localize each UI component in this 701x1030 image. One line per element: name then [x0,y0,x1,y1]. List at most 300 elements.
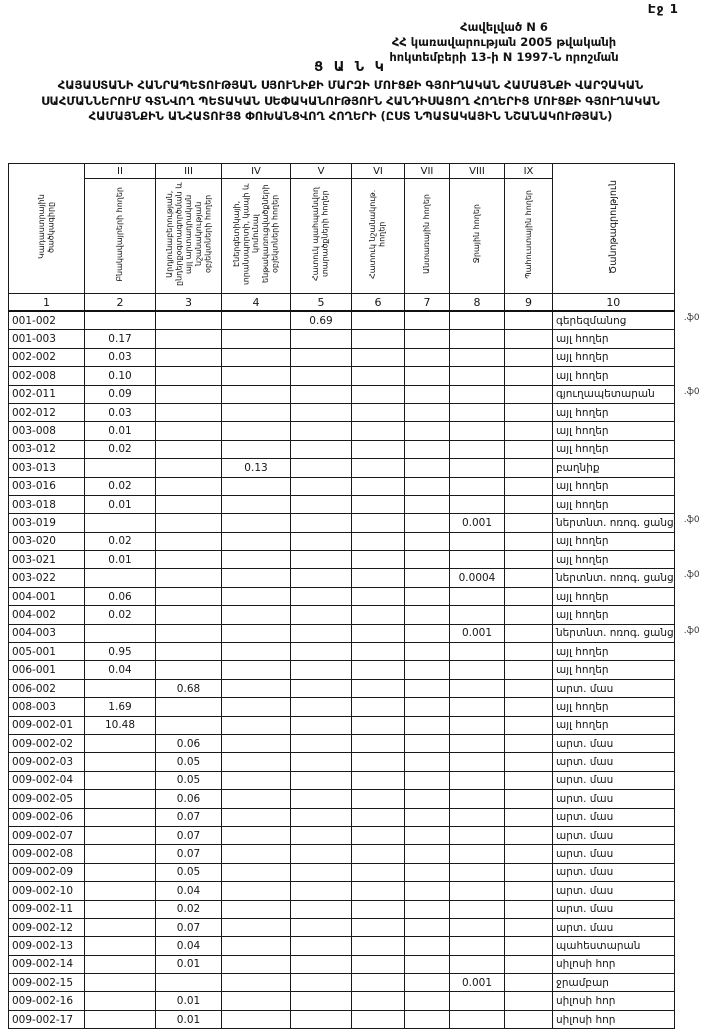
area-value-cell [352,918,405,936]
area-value-cell [352,532,405,550]
area-value-cell [405,771,450,789]
area-value-cell [222,661,291,679]
document-heading: Ց Ա Ն Կ [314,60,387,75]
area-value-cell [85,1010,156,1028]
area-value-cell [222,753,291,771]
area-value-cell [352,882,405,900]
column-number-row [9,294,675,312]
table-row [9,882,675,900]
table-row [9,753,675,771]
roman-numeral-vi: VI [352,164,405,179]
area-value-cell [156,403,222,421]
note-text: արտ. մաս [556,811,614,824]
area-value-cell [352,606,405,624]
area-value-cell [450,716,505,734]
note-text: այլ հողեր [556,406,609,419]
area-value-cell [405,845,450,863]
area-value-cell [85,311,156,330]
table-row [9,367,675,385]
area-value-cell [505,771,553,789]
annex-line-1: Հավելված N 6 [460,20,548,34]
area-value-cell [405,422,450,440]
note-cell [553,661,675,679]
table-row [9,495,675,513]
area-value-cell [352,1010,405,1028]
note-text: այլ հողեր [556,425,609,438]
area-value-cell [291,459,352,477]
note-text: բաղնիք [556,461,600,474]
area-value-cell [156,587,222,605]
area-value-cell [405,514,450,532]
area-value-cell: 0.01 [85,495,156,513]
area-value-cell [450,790,505,808]
margin-annotation: .ֆ0 [683,625,700,636]
note-cell [553,753,675,771]
table-row [9,661,675,679]
area-value-cell [505,348,553,366]
table-row [9,422,675,440]
area-value-cell [450,679,505,697]
area-value-cell [222,1010,291,1028]
area-value-cell [505,587,553,605]
area-value-cell: 0.07 [156,808,222,826]
note-text: այլ հողեր [556,351,609,364]
area-value-cell [222,422,291,440]
land-transfer-table [8,163,700,1029]
area-value-cell [291,900,352,918]
area-value-cell [291,606,352,624]
area-value-cell [156,311,222,330]
area-value-cell [450,403,505,421]
table-row [9,551,675,569]
area-value-cell [505,532,553,550]
area-value-cell: 0.10 [85,367,156,385]
area-value-cell [405,918,450,936]
area-value-cell [222,385,291,403]
area-value-cell [352,348,405,366]
area-value-cell [450,900,505,918]
table-body [9,311,700,1029]
note-text: արտ. մաս [556,682,614,695]
area-value-cell [85,734,156,752]
area-value-cell: 0.03 [85,348,156,366]
cadastral-code-cell: 003-022 [9,569,85,587]
area-value-cell [222,937,291,955]
area-value-cell [405,367,450,385]
area-value-cell [291,403,352,421]
area-value-cell [352,661,405,679]
area-value-cell: 0.02 [85,606,156,624]
area-value-cell [222,863,291,881]
area-value-cell [405,385,450,403]
area-value-cell [156,348,222,366]
note-cell [553,606,675,624]
area-value-cell [352,459,405,477]
area-value-cell [222,551,291,569]
area-value-cell [85,459,156,477]
note-text: ներտնտ. ոռոգ. ցանց [556,572,674,585]
area-value-cell [505,992,553,1010]
note-cell [553,624,700,642]
col-header-industrial-lands: Արդյունաբերության, ընդերքօգտագործման և այլ արտադրական նշանակության օբյեկտների հողեր [156,179,222,294]
area-value-cell: 0.001 [450,514,505,532]
area-value-cell [450,532,505,550]
area-value-cell [505,367,553,385]
area-value-cell: 0.07 [156,826,222,844]
note-cell [553,311,700,330]
cadastral-code-cell: 005-001 [9,643,85,661]
cadastral-code-cell: 004-003 [9,624,85,642]
area-value-cell [505,882,553,900]
note-text: գերեզմանոց [556,314,627,327]
cadastral-code-cell: 003-018 [9,495,85,513]
area-value-cell [505,311,553,330]
area-value-cell [291,845,352,863]
area-value-cell [222,440,291,458]
area-value-cell [85,514,156,532]
area-value-cell [450,753,505,771]
area-value-cell [291,440,352,458]
table-row [9,514,675,532]
area-value-cell [450,734,505,752]
cadastral-code-cell: 009-002-13 [9,937,85,955]
area-value-cell [291,992,352,1010]
area-value-cell [505,937,553,955]
table-row [9,440,675,458]
note-cell [553,1010,675,1028]
note-cell [553,348,675,366]
cadastral-code-cell: 003-016 [9,477,85,495]
table-row [9,403,675,421]
roman-numeral-v: V [291,164,352,179]
area-value-cell [405,440,450,458]
area-value-cell [291,624,352,642]
cadastral-code-cell: 006-001 [9,661,85,679]
area-value-cell [156,459,222,477]
table-row [9,348,675,366]
area-value-cell [405,624,450,642]
table-row [9,974,675,992]
area-value-cell [291,495,352,513]
table-row [9,955,675,973]
area-value-cell [352,955,405,973]
area-value-cell [156,624,222,642]
area-value-cell [156,367,222,385]
area-value-cell [85,992,156,1010]
area-value-cell: 10.48 [85,716,156,734]
annex-line-3: հոկտեմբերի 13-ի N 1997-Ն որոշման [389,49,619,64]
area-value-cell [450,311,505,330]
note-text: արտ. մաս [556,866,614,879]
area-value-cell [450,643,505,661]
column-number: 6 [352,294,405,312]
table-row [9,808,675,826]
area-value-cell [85,900,156,918]
area-value-cell [405,587,450,605]
cadastral-code-cell: 009-002-01 [9,716,85,734]
area-value-cell [156,495,222,513]
area-value-cell [291,532,352,550]
table-row [9,790,675,808]
area-value-cell [505,974,553,992]
area-value-cell [352,422,405,440]
area-value-cell [291,753,352,771]
note-text: արտ. մաս [556,737,614,750]
margin-annotation: .ֆ0 [683,313,700,323]
note-cell [553,826,675,844]
area-value-cell [405,753,450,771]
cadastral-code-cell: 009-002-10 [9,882,85,900]
area-value-cell [505,459,553,477]
area-value-cell [405,863,450,881]
note-text: արտ. մաս [556,848,614,861]
table-row [9,863,675,881]
column-number: 4 [222,294,291,312]
roman-numeral-viii: VIII [450,164,505,179]
cadastral-code-cell: 008-003 [9,698,85,716]
note-cell [553,734,675,752]
area-value-cell [405,348,450,366]
area-value-cell [450,845,505,863]
area-value-cell [505,679,553,697]
note-cell [553,569,700,587]
area-value-cell [405,974,450,992]
note-text: այլ հողեր [556,645,609,658]
area-value-cell [291,477,352,495]
area-value-cell: 0.04 [156,937,222,955]
area-value-cell [222,311,291,330]
area-value-cell [291,514,352,532]
area-value-cell [450,477,505,495]
area-value-cell [291,679,352,697]
area-value-cell: 0.01 [85,551,156,569]
area-value-cell [291,826,352,844]
area-value-cell [405,826,450,844]
table-row [9,845,675,863]
table-row [9,477,675,495]
area-value-cell [505,551,553,569]
column-number: 1 [9,294,85,312]
area-value-cell [505,716,553,734]
column-number: 10 [553,294,675,312]
area-value-cell [291,661,352,679]
cadastral-code-cell: 009-002-17 [9,1010,85,1028]
table-row [9,734,675,752]
area-value-cell [291,771,352,789]
area-value-cell [450,992,505,1010]
cadastral-code-cell: 009-002-15 [9,974,85,992]
cadastral-code-cell: 009-002-05 [9,790,85,808]
area-value-cell [405,643,450,661]
area-value-cell [450,863,505,881]
area-value-cell [352,440,405,458]
note-cell [553,955,675,973]
area-value-cell: 0.01 [156,992,222,1010]
table-row [9,385,675,403]
col-header-cadastral-code-label: Կադաստրային ծածկագիրը [36,194,56,260]
table-row [9,698,675,716]
area-value-cell [222,992,291,1010]
area-value-cell [352,937,405,955]
margin-annotation: .ֆ0 [683,570,700,581]
cadastral-code-cell: 003-019 [9,514,85,532]
area-value-cell [450,771,505,789]
area-value-cell [222,808,291,826]
area-value-cell [450,918,505,936]
area-value-cell [405,661,450,679]
area-value-cell [352,569,405,587]
area-value-cell [405,808,450,826]
area-value-cell [291,955,352,973]
area-value-cell [222,569,291,587]
area-value-cell [505,734,553,752]
area-value-cell [505,826,553,844]
area-value-cell [505,495,553,513]
area-value-cell: 0.05 [156,863,222,881]
area-value-cell [505,661,553,679]
table-row [9,643,675,661]
area-value-cell [85,790,156,808]
area-value-cell [450,459,505,477]
area-value-cell [505,422,553,440]
note-text: այլ հողեր [556,535,609,548]
document-title: ՀԱՅԱՍՏԱՆԻ ՀԱՆՐԱՊԵՏՈՒԹՅԱՆ ՍՅՈՒՆԻՔԻ ՄԱՐԶԻ ՄՈՒՑՔԻ ԳՅՈՒՂԱԿԱՆ ՀԱՄԱՅՆՔԻ ՎԱՐՉԱԿԱՆ ՍԱՀՄԱՆՆԵՐՈՒՄ ԳՏՆՎՈՂ ՊԵՏԱԿԱՆ ՍԵՓԱԿԱՆՈՒԹՅՈՒՆ ՀԱՆԴԻՍԱՑՈՂ ՀՈՂԵՐԻՑ ՄՈՒՑՔԻ ԳՅՈՒՂԱԿԱՆ ՀԱՄԱՅՆՔԻՆ ԱՆՀԱՏՈՒՅՑ ՓՈԽԱՆՑՎՈՂ ՀՈՂԵՐԻ (ԸՍՏ ՆՊԱՏԱԿԱՅԻՆ ՆՇԱՆԱԿՈՒԹՅԱՆ) [41,78,660,124]
roman-numeral-iii: III [156,164,222,179]
table-row [9,900,675,918]
note-text: այլ հողեր [556,333,609,346]
area-value-cell [222,330,291,348]
column-number: 3 [156,294,222,312]
cadastral-code-cell: 003-012 [9,440,85,458]
area-value-cell [405,403,450,421]
area-value-cell: 0.07 [156,918,222,936]
area-value-cell [352,900,405,918]
area-value-cell [222,955,291,973]
table-row [9,918,675,936]
cadastral-code-cell: 009-002-06 [9,808,85,826]
area-value-cell [291,385,352,403]
area-value-cell: 1.69 [85,698,156,716]
area-value-cell [505,403,553,421]
note-text: այլ հողեր [556,719,609,732]
area-value-cell [291,330,352,348]
area-value-cell [405,532,450,550]
table-row [9,1010,675,1028]
area-value-cell [291,698,352,716]
note-cell [553,495,675,513]
cadastral-code-cell: 003-013 [9,459,85,477]
area-value-cell [505,918,553,936]
area-value-cell [405,459,450,477]
area-value-cell [291,348,352,366]
area-value-cell [85,974,156,992]
area-value-cell [352,587,405,605]
area-value-cell [222,624,291,642]
area-value-cell [222,403,291,421]
area-value-cell [291,422,352,440]
margin-annotation: .ֆ0 [683,515,700,526]
table-row [9,606,675,624]
area-value-cell [352,771,405,789]
area-value-cell [352,495,405,513]
note-cell [553,551,675,569]
area-value-cell [505,900,553,918]
area-value-cell [85,882,156,900]
area-value-cell [450,937,505,955]
area-value-cell [450,661,505,679]
area-value-cell [222,974,291,992]
note-text: սիլոսի հոր [556,995,616,1008]
area-value-cell: 0.09 [85,385,156,403]
area-value-cell [222,643,291,661]
area-value-cell [505,606,553,624]
area-value-cell [352,679,405,697]
cadastral-code-cell: 009-002-16 [9,992,85,1010]
cadastral-code-cell: 002-011 [9,385,85,403]
area-value-cell: 0.06 [156,734,222,752]
area-value-cell: 0.13 [222,459,291,477]
note-text: արտ. մաս [556,884,614,897]
cadastral-code-cell: 002-012 [9,403,85,421]
area-value-cell [405,551,450,569]
note-text: այլ հողեր [556,498,609,511]
area-value-cell [222,495,291,513]
area-value-cell [405,882,450,900]
area-value-cell [291,734,352,752]
area-value-cell [291,643,352,661]
note-cell [553,716,675,734]
note-cell [553,587,675,605]
area-value-cell: 0.07 [156,845,222,863]
note-cell [553,403,675,421]
area-value-cell [156,422,222,440]
area-value-cell [352,974,405,992]
col-header-note [553,164,675,294]
area-value-cell [291,974,352,992]
note-cell [553,643,675,661]
area-value-cell [85,826,156,844]
area-value-cell [291,937,352,955]
area-value-cell: 0.68 [156,679,222,697]
area-value-cell [156,551,222,569]
area-value-cell [222,716,291,734]
cadastral-code-cell: 002-002 [9,348,85,366]
cadastral-code-cell: 009-002-03 [9,753,85,771]
area-value-cell [405,477,450,495]
area-value-cell [85,863,156,881]
area-value-cell [505,330,553,348]
area-value-cell [352,716,405,734]
note-cell [553,992,675,1010]
table-row [9,532,675,550]
margin-annotation: .ֆ0 [683,386,700,397]
cadastral-code-cell: 003-021 [9,551,85,569]
area-value-cell [291,551,352,569]
area-value-cell [352,734,405,752]
area-value-cell: 0.0004 [450,569,505,587]
col-header-settlement-lands: Բնակավայրերի հողեր [85,179,156,294]
table-row [9,937,675,955]
area-value-cell [450,551,505,569]
area-value-cell [450,882,505,900]
note-cell [553,698,675,716]
cadastral-code-cell: 009-002-08 [9,845,85,863]
area-value-cell [222,900,291,918]
area-value-cell [85,771,156,789]
roman-numeral-ix: IX [505,164,553,179]
area-value-cell [352,477,405,495]
cadastral-code-cell: 001-003 [9,330,85,348]
